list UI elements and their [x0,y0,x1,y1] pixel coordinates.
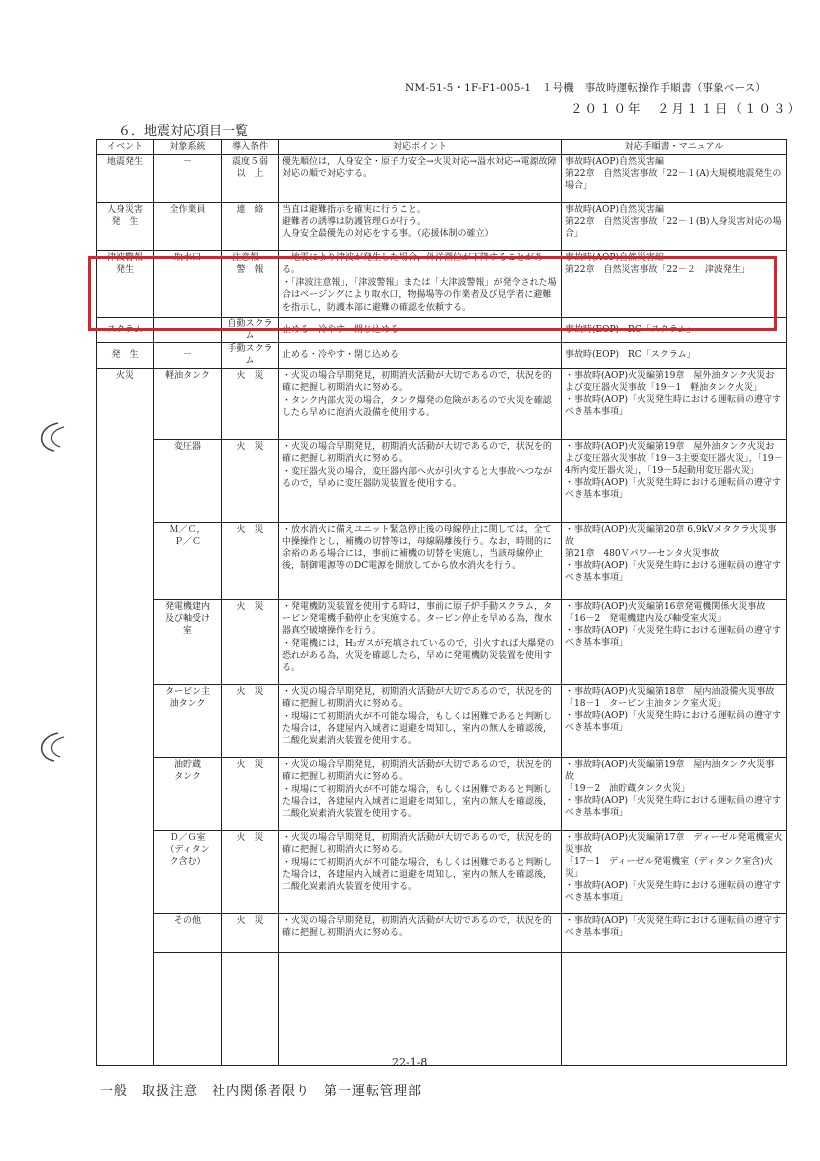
cell-manual: ・事故時(AOP)火災編第20章 6.9kVメタクラ火災事故 第21章 480Ｖパワーセンタ火災事故 ・事故時(AOP)「火災発生時における運転員の遵守すべき基本事項」 [562,522,787,599]
point-line: ・火災の場合早期発見，初期消火活動が大切であるので，状況を的確に把握し初期消火に努める。 [282,832,552,855]
binder-hole-mark [20,405,80,495]
cell-point [279,522,562,599]
table-row-fire-generator [97,599,787,684]
cell-event: スクラム [97,318,154,343]
table-row-fire-other [97,913,787,952]
cell-point [279,757,562,830]
cell-condition: 火 災 [222,913,279,952]
cell-point: 止める・冷やす・閉じ込める [279,343,562,368]
cell-empty [279,952,562,1065]
cell-condition: 火 災 [222,522,279,599]
cell-event-fire: 火災 [97,368,154,1065]
cell-condition: 震度５弱 以 上 [222,155,279,203]
cell-system: Ｍ／Ｃ， Ｐ／Ｃ [154,522,222,599]
cell-event: 地震発生 [97,155,154,203]
cell-point: 当直は避難指示を確実に行うこと。 避難者の誘導は防護管理Ｇが行う。 人身安全最優先の対応をする事。（応援体制の確立） [279,203,562,251]
cell-condition: 火 災 [222,830,279,913]
cell-system: － [154,155,222,203]
cell-system: 油貯蔵 タンク [154,757,222,830]
cell-system: 変圧器 [154,439,222,522]
table-row-fire-light-oil-tank [97,368,787,439]
col-header-manual: 対応手順書・マニュアル [562,140,787,155]
point-line: ・現場にて初期消火が不可能な場合，もしくは困難であると判断した場合は，各建屋内入域者に退避を周知し，室内の無人を確認後，二酸化炭素消火装置を使用する。 [282,857,553,893]
cell-system: 発電機建内 及び軸受け 室 [154,599,222,684]
cell-point [279,684,562,757]
cell-manual: 事故時(AOP)自然災害編 第22章 自然災害事故「22－２ 津波発生」 [562,251,787,318]
cell-manual: ・事故時(AOP)火災編第19章 屋外油タンク火災および変圧器火災事故「19－1 軽油タンク火災」 ・事故時(AOP)「火災発生時における運転員の遵守すべき基本事項」 [562,368,787,439]
col-header-system: 対象系統 [154,140,222,155]
cell-condition: 火 災 [222,757,279,830]
cell-point: 止める・冷やす・閉じ込める [279,318,562,343]
cell-condition: 火 災 [222,368,279,439]
cell-condition: 火 災 [222,599,279,684]
cell-manual: ・事故時(AOP)火災編第19章 屋外油タンク火災および変圧器火災事故「19－3主要変圧器火災」，「19－4所内変圧器火災」，「19－5起動用変圧器火災」 ・事故時(AOP)「火災発生時における運転員の遵守すべき基本事項」 [562,439,787,522]
cell-system: 全作業員 [154,203,222,251]
binder-hole-mark [20,715,80,805]
cell-manual: 事故時(EOP) RC「スクラム」 [562,318,787,343]
earthquake-response-table [96,139,787,1066]
cell-manual: 事故時(AOP)自然災害編 第22章 自然災害事故「22－１(A)大規模地震発生の場合」 [562,155,787,203]
point-line: ・火災の場合早期発見，初期消火活動が大切であるので，状況を的確に把握し初期消火に努める。 [282,759,552,782]
cell-system: Ｄ／Ｇ室 （ディタン ク含む） [154,830,222,913]
page-number: 22-1-8 [392,1056,428,1069]
point-line: ・発電機防災装置を使用する時は，事前に原子炉手動スクラム，タービン発電機手動停止を実施する。タービン停止を早める為，復水器真空破壊操作を行う。 [282,601,553,636]
table-row-scram-manual [97,343,787,368]
cell-empty [222,952,279,1065]
table-row-fire-oil-storage-tank [97,757,787,830]
cell-condition: 連 絡 [222,203,279,251]
cell-system: 取水口 [154,251,222,318]
table-row-fire-turbine-oil-tank [97,684,787,757]
section-title: ６．地震対応項目一覧 [118,124,249,139]
table-row-fire-transformer [97,439,787,522]
table-row-blank [97,952,787,1065]
table-row-earthquake [97,155,787,203]
table-row-scram-auto [97,318,787,343]
point-line: ・火災の場合早期発見，初期消火活動が大切であるので，状況を的確に把握し初期消火に努める。 [282,915,552,938]
cell-event: 人身災害 発 生 [97,203,154,251]
cell-system: － [154,318,222,343]
point-line: ・変圧器火災の場合，変圧器内部へ火が引火すると大事故へつながるので，早めに変圧器防災装置を使用する。 [282,466,553,489]
cell-system: その他 [154,913,222,952]
document-id: NM-51-5・1F-F1-005-1 １号機 事故時運転操作手順書（事象ベース） [405,82,767,94]
col-header-point: 対応ポイント [279,140,562,155]
point-line: ・放水消火に備えユニット緊急停止後の母線停止に関しては，全て中操操作とし，補機の切替等は，母線隔離後行う。なお，時間的に余裕のある場合には，事前に補機の切替を実施し，当該母線停止後，制御電源等のDC電源を開放してから放水消火を行う。 [282,524,553,571]
table-row-fire-mc-pc [97,522,787,599]
table-row-personnel-disaster [97,203,787,251]
point-line: ・発電機には，H₂ガスが充填されているので，引火すれば大爆発の恐れがある為，火災を確認したら，早めに発電機防災装置を使用する。 [282,638,555,674]
point-line: ・火災の場合早期発見，初期消火活動が大切であるので，状況を的確に把握し初期消火に努める。 [282,370,552,393]
cell-system: タービン主 油タンク [154,684,222,757]
cell-condition: 火 災 [222,684,279,757]
table-header-row [97,140,787,155]
cell-point [279,439,562,522]
table-row-tsunami [97,251,787,318]
cell-event: 発 生 [97,343,154,368]
cell-manual: ・事故時(AOP)火災編第18章 屋内油設備火災事故 「18－1 タービン主油タンク室火災」 ・事故時(AOP)「火災発生時における運転員の遵守すべき基本事項」 [562,684,787,757]
point-line: ・火災の場合早期発見，初期消火活動が大切であるので，状況を的確に把握し初期消火に努める。 [282,441,552,464]
cell-point [279,251,562,318]
point-line: ・現場にて初期消火が不可能な場合，もしくは困難であると判断した場合は，各建屋内入域者に退避を周知し，室内の無人を確認後，二酸化炭素消火装置を使用する。 [282,784,553,820]
cell-manual: 事故時(EOP) RC「スクラム」 [562,343,787,368]
cell-manual: ・事故時(AOP)火災編第17章 ディーゼル発電機室火災事故 「17－1 ディーゼル発電機室（ディタンク室含)火災」 ・事故時(AOP)「火災発生時における運転員の遵守すべき基本事項」 [562,830,787,913]
cell-manual: 事故時(AOP)自然災害編 第22章 自然災害事故「22－１(B)人身災害対応の場合」 [562,203,787,251]
document-date-revision: ２０１０年 ２月１１日（１０３） [570,101,803,116]
cell-point [279,368,562,439]
point-line: ・地震により津波が発生した場合，外洋潮位が下降することがある。 [282,253,544,276]
point-line: ・「津波注意報」，「津波警報」または「大津波警報」が発令された場合はページングにより取水口，物揚場等の作業者及び見学者に避難を指示し，防護本部に避難の確認を依頼する。 [282,278,557,313]
cell-condition: 注意報・ 警 報 [222,251,279,318]
cell-manual: ・事故時(AOP)火災編第16章発電機関係火災事故 「16－2 発電機建内及び軸受室火災」 ・事故時(AOP)「火災発生時における運転員の遵守すべき基本事項」 [562,599,787,684]
point-line: ・現場にて初期消火が不可能な場合，もしくは困難であると判断した場合は，各建屋内入域者に退避を周知し，室内の無人を確認後，二酸化炭素消火装置を使用する。 [282,711,553,747]
cell-manual: ・事故時(AOP)「火災発生時における運転員の遵守すべき基本事項」 [562,913,787,952]
cell-empty [154,952,222,1065]
cell-point [279,830,562,913]
cell-system: 軽油タンク [154,368,222,439]
table-row-fire-dg-room [97,830,787,913]
cell-point [279,599,562,684]
cell-system: － [154,343,222,368]
cell-point: 優先順位は，人身安全・原子力安全→火災対応→溢水対応→電源故障対応の順で対応する。 [279,155,562,203]
cell-condition: 自動スクラム [222,318,279,343]
col-header-event: イベント [97,140,154,155]
classification-footer: 一般 取扱注意 社内関係者限り 第一運転管理部 [100,1084,423,1099]
cell-empty [562,952,787,1065]
cell-manual: ・事故時(AOP)火災編第19章 屋内油タンク火災事故 「19－2 油貯蔵タンク火災」 ・事故時(AOP)「火災発生時における運転員の遵守すべき基本事項」 [562,757,787,830]
cell-condition: 手動スクラム [222,343,279,368]
cell-point [279,913,562,952]
col-header-condition: 導入条件 [222,140,279,155]
cell-event: 津波警報 発生 [97,251,154,318]
cell-condition: 火 災 [222,439,279,522]
point-line: ・タンク内部火災の場合，タンク爆発の危険があるので火災を確認したら早めに泡消火設備を使用する。 [282,395,552,418]
point-line: ・火災の場合早期発見，初期消火活動が大切であるので，状況を的確に把握し初期消火に努める。 [282,686,552,709]
